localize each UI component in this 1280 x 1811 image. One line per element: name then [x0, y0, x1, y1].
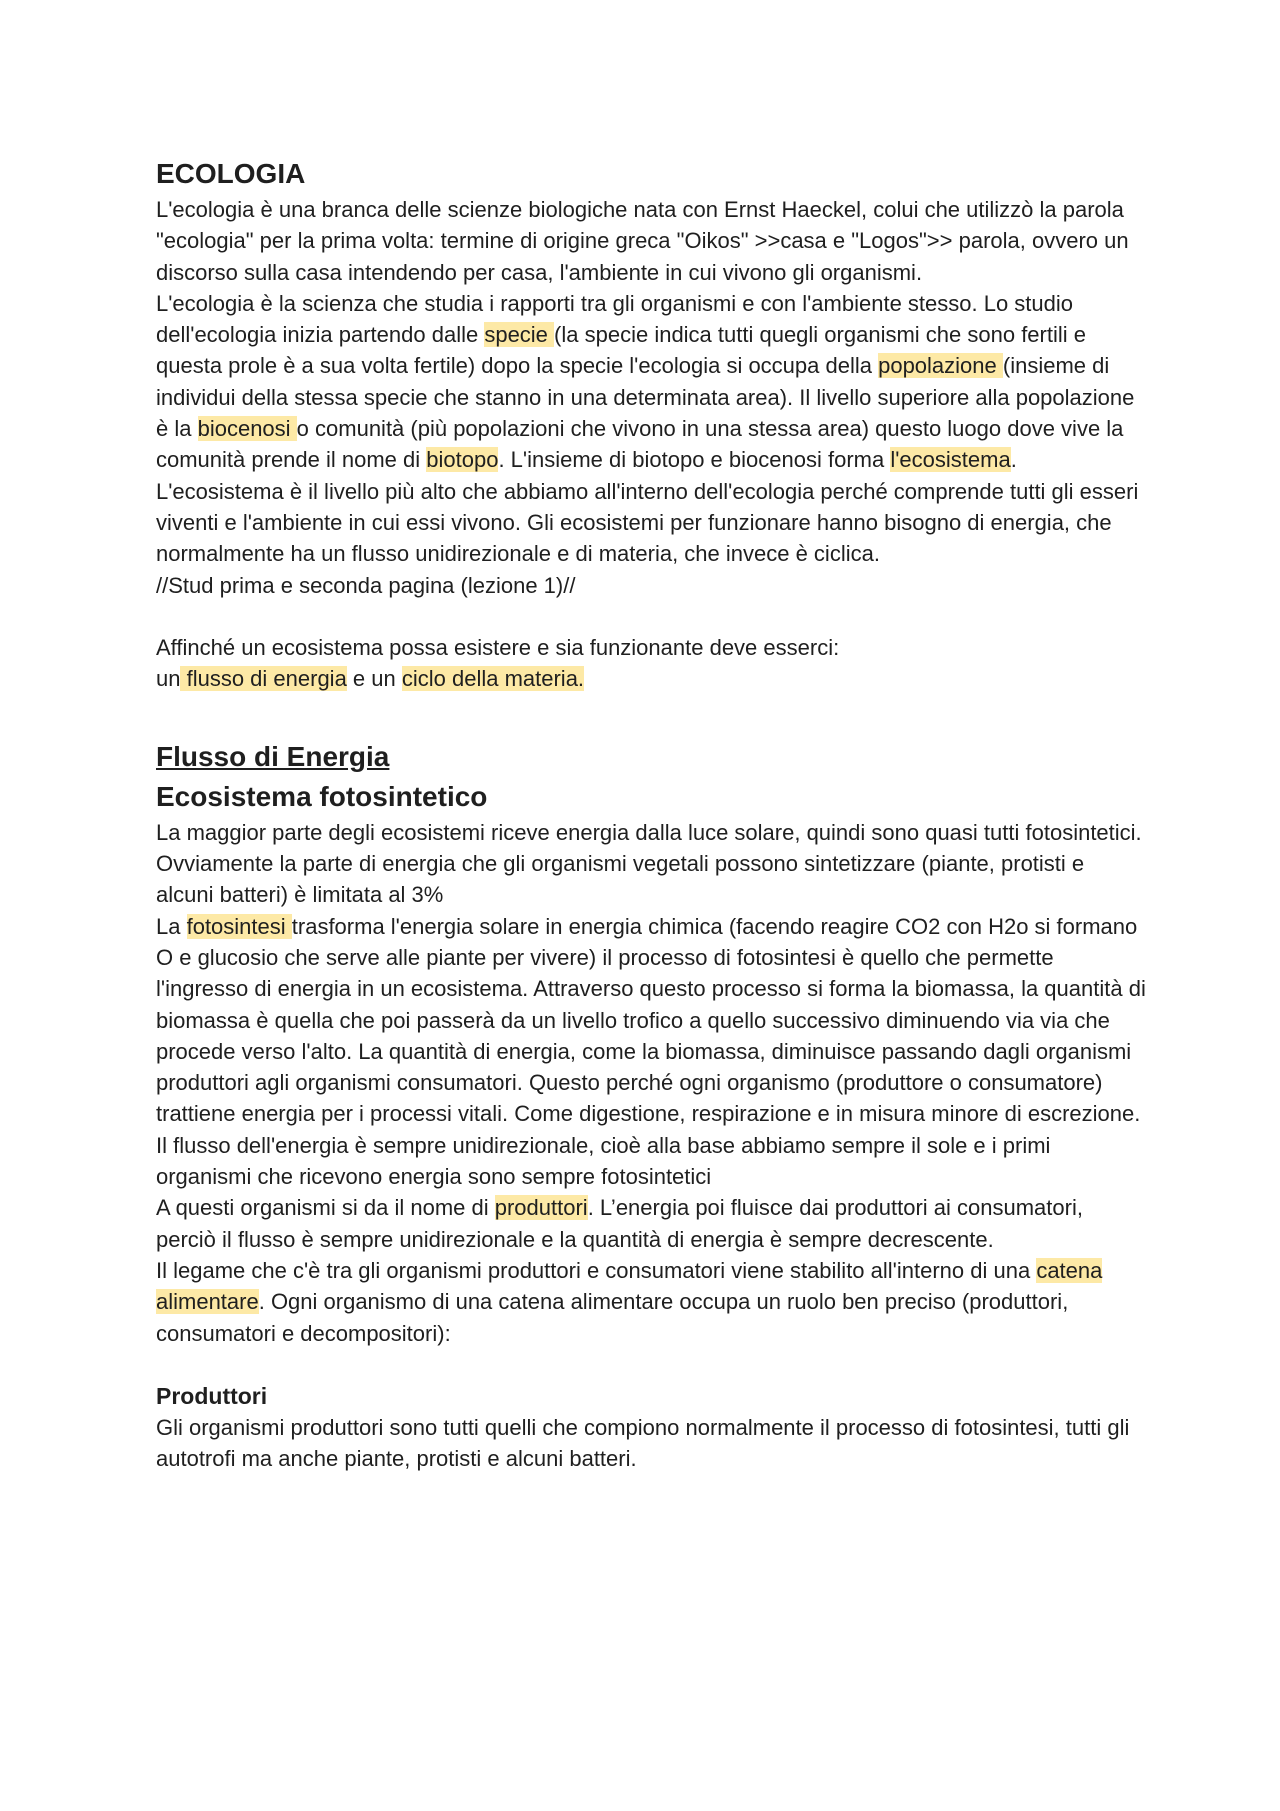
- text-run: . L'ecosistema è il livello più alto che abbiamo all'interno dell'ecologia perché comprende tutti gli esseri viventi e l'ambiente in cui essi vivono. Gli ecosistemi per funzionare hanno bisogno di energia, che normalmente ha un flusso unidirezionale e di materia, che invece è ciclica.: [156, 447, 1139, 567]
- document-title: ECOLOGIA: [156, 158, 306, 189]
- spacer: [156, 695, 1146, 737]
- producers-paragraph-1: Gli organismi produttori sono tutti quelli che compiono normalmente il processo di fotosintesi, tutti gli autotrofi ma anche piante, protisti e alcuni batteri.: [156, 1415, 1130, 1472]
- text-run: L'ecologia è la scienza che studia i rapporti tra gli organismi e con l'ambiente stesso. Lo studio dell'ecologia inizia partendo dalle: [156, 290, 1074, 348]
- text-run: trasforma l'energia solare in energia chimica (facendo reagire CO2 con H2o si formano O e glucosio che serve alle piante per vivere) il processo di fotosintesi è quello che permette l'ingresso di energia in un ecosistema. Attraverso questo processo si forma la biomassa, la quantità di biomassa è quella che poi passerà da un livello trofico a quello successivo diminuendo via via che procede verso l'alto. La quantità di energia, come la biomassa, diminuisce passando dagli organismi produttori agli organismi consumatori. Questo perché ogni organismo (produttore o consumatore) trattiene energia per i processi vitali. Come digestione, respirazione e in misura minore di escrezione. Il flusso dell'energia è sempre unidirezionale, cioè alla base abbiamo sempre il sole e i primi organismi che ricevono energia sono sempre fotosintetici: [156, 913, 1146, 1190]
- highlight-popolazione: popolazione: [878, 353, 1003, 379]
- section-subheading-photosynthetic: Ecosistema fotosintetico: [156, 780, 488, 812]
- highlight-ciclo-materia: ciclo della materia.: [401, 666, 585, 692]
- highlight-ecosistema: l'ecosistema: [890, 447, 1011, 473]
- energy-paragraph-3: [156, 1192, 1146, 1255]
- highlight-biocenosi: biocenosi: [197, 416, 297, 442]
- conditions-list: [156, 663, 1146, 694]
- conditions-line: Affinché un ecosistema possa esistere e sia funzionante deve esserci:: [156, 635, 840, 661]
- highlight-flusso-energia: flusso di energia: [180, 666, 347, 692]
- intro-paragraph-1: L'ecologia è una branca delle scienze biologiche nata con Ernst Haeckel, colui che utilizzò la parola "ecologia" per la prima volta: termine di origine greca "Oikos" >>casa e "Logos">> parola, ovvero un discorso sulla casa intendendo per casa, l'ambiente in cui vivono gli organismi.: [156, 197, 1129, 285]
- text-run: e un: [346, 666, 402, 692]
- document-page: [156, 154, 1146, 1475]
- highlight-produttori: produttori: [494, 1195, 588, 1221]
- highlight-catena-alimentare: catena alimentare: [156, 1257, 1103, 1315]
- text-run: La: [156, 913, 187, 939]
- energy-paragraph-2: [156, 911, 1146, 1193]
- energy-paragraph-1: La maggior parte degli ecosistemi riceve energia dalla luce solare, quindi sono quasi tutti fotosintetici. Ovviamente la parte di energia che gli organismi vegetali possono sintetizzare (piante, protisti e alcuni batteri) è limitata al 3%: [156, 819, 1142, 908]
- text-run: (la specie indica tutti quegli organismi che sono fertili e questa prole è a sua volta fertile) dopo la specie l'ecologia si occupa della: [156, 322, 1086, 379]
- text-run: Il legame che c'è tra gli organismi produttori e consumatori viene stabilito all'interno di una: [156, 1257, 1037, 1283]
- section-heading-producers: Produttori: [156, 1383, 268, 1410]
- energy-paragraph-4: [156, 1255, 1146, 1349]
- text-run: . L’energia poi fluisce dai produttori ai consumatori, perciò il flusso è sempre unidirezionale e la quantità di energia è sempre decrescente.: [156, 1195, 1083, 1252]
- text-run: un: [156, 666, 181, 692]
- section-heading-energy: Flusso di Energia: [156, 740, 390, 772]
- highlight-specie: specie: [484, 322, 555, 348]
- highlight-biotopo: biotopo: [426, 447, 499, 473]
- highlight-fotosintesi: fotosintesi: [186, 913, 292, 939]
- text-run: . Ogni organismo di una catena alimentare occupa un ruolo ben preciso (produttori, consumatori e decompositori):: [156, 1289, 1069, 1346]
- intro-paragraph-2: [156, 288, 1146, 570]
- study-note: //Stud prima e seconda pagina (lezione 1)//: [156, 572, 576, 598]
- spacer: [156, 1349, 1146, 1380]
- text-run: (insieme di individui della stessa specie che stanno in una determinata area). Il livello superiore alla popolazione è la: [156, 353, 1135, 442]
- text-run: A questi organismi si da il nome di: [156, 1195, 495, 1221]
- text-run: o comunità (più popolazioni che vivono in una stessa area) questo luogo dove vive la comunità prende il nome di: [156, 416, 1124, 473]
- text-run: . L'insieme di biotopo e biocenosi forma: [498, 447, 891, 473]
- spacer: [156, 601, 1146, 632]
